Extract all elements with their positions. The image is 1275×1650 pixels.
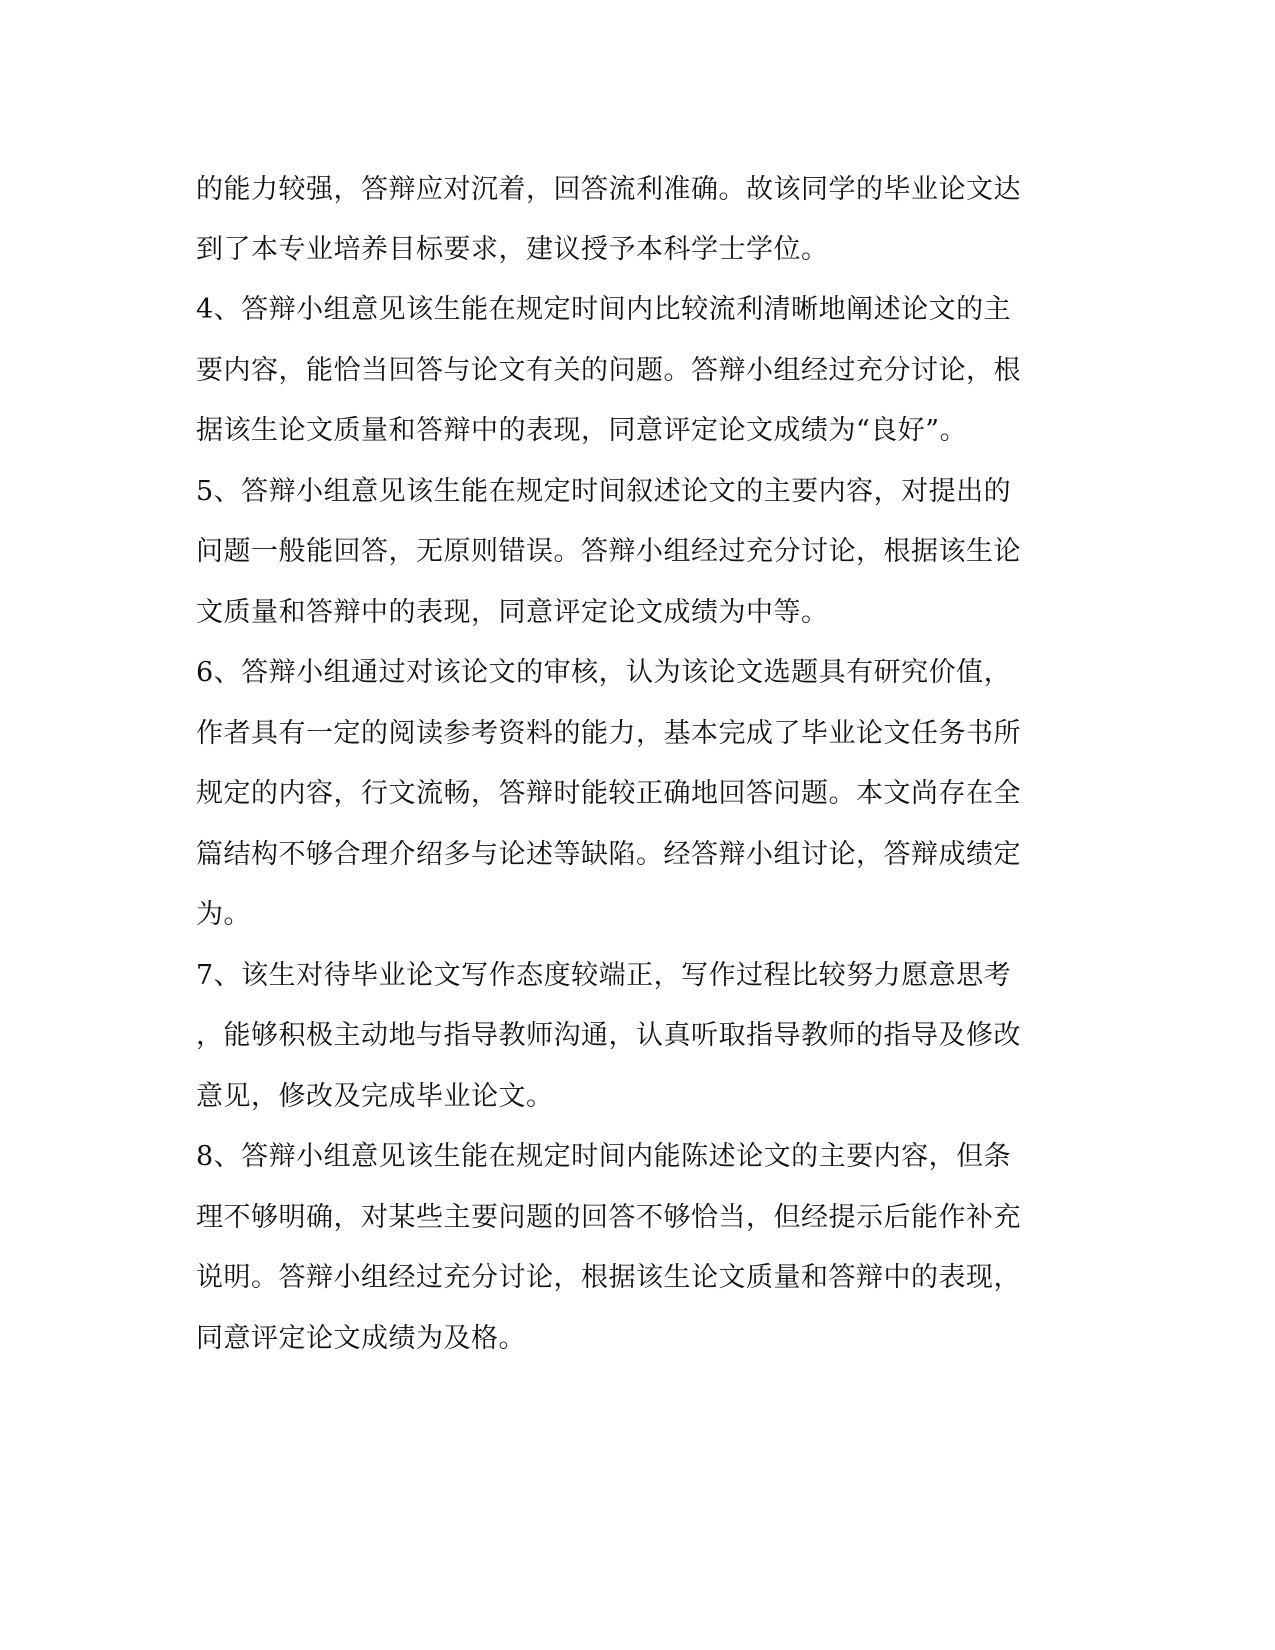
text-line: 8、答辩小组意见该生能在规定时间内能陈述论文的主要内容，但条 [196,1141,1012,1172]
text-line: 7、该生对待毕业论文写作态度较端正，写作过程比较努力愿意思考 [196,960,1012,991]
text-line: 要内容，能恰当回答与论文有关的问题。答辩小组经过充分讨论，根 [196,355,1021,386]
text-line: 同意评定论文成绩为及格。 [196,1323,526,1354]
text-line: 说明。答辩小组经过充分讨论，根据该生论文质量和答辩中的表现， [196,1262,1021,1293]
text-line: 6、答辩小组通过对该论文的审核，认为该论文选题具有研究价值， [196,657,1012,688]
text-line: 篇结构不够合理介绍多与论述等缺陷。经答辩小组讨论，答辩成绩定 [196,839,1021,870]
text-line: 5、答辩小组意见该生能在规定时间叙述论文的主要内容，对提出的 [196,476,1012,507]
text-line: ，能够积极主动地与指导教师沟通，认真听取指导教师的指导及修改 [196,1020,1021,1051]
text-line: 作者具有一定的阅读参考资料的能力，基本完成了毕业论文任务书所 [196,718,1021,749]
text-line: 4、答辩小组意见该生能在规定时间内比较流利清晰地阐述论文的主 [196,294,1012,325]
text-line: 理不够明确，对某些主要问题的回答不够恰当，但经提示后能作补充 [196,1202,1021,1233]
text-line: 规定的内容，行文流畅，答辩时能较正确地回答问题。本文尚存在全 [196,778,1021,809]
text-line: 为。 [196,899,251,930]
text-line: 的能力较强，答辩应对沉着，回答流利准确。故该同学的毕业论文达 [196,174,1021,205]
text-line: 文质量和答辩中的表现，同意评定论文成绩为中等。 [196,597,829,628]
text-line: 问题一般能回答，无原则错误。答辩小组经过充分讨论，根据该生论 [196,536,1021,567]
text-line: 据该生论文质量和答辩中的表现，同意评定论文成绩为“良好”。 [196,415,968,446]
text-line: 到了本专业培养目标要求，建议授予本科学士学位。 [196,234,829,265]
text-line: 意见，修改及完成毕业论文。 [196,1081,554,1112]
